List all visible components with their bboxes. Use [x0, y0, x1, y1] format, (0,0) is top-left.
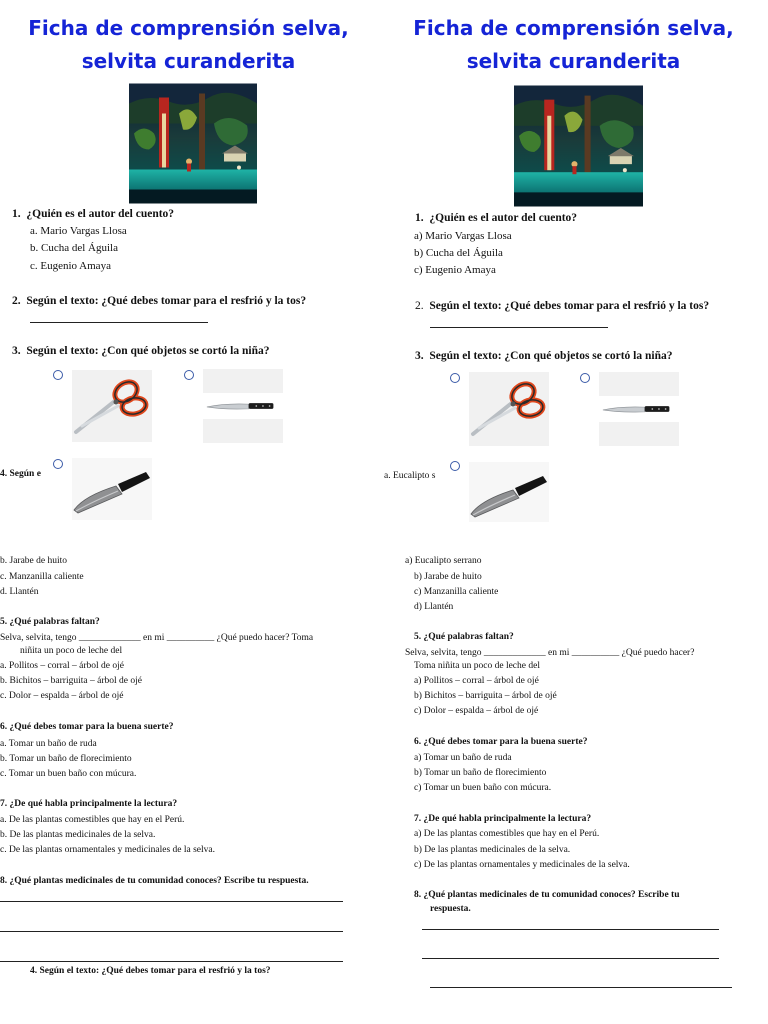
- left-q4-partial: 4. Según e: [0, 469, 41, 479]
- left-q4-option-b: b. Jarabe de huito: [0, 556, 68, 566]
- right-title: [401, 12, 746, 78]
- left-q5-title: 5. ¿Qué palabras faltan?: [0, 617, 100, 627]
- left-q5-option-a: a. Pollitos – corral – árbol de ojé: [0, 661, 124, 671]
- right-radio-knife[interactable]: [580, 373, 590, 383]
- left-radio-machete[interactable]: [53, 459, 63, 469]
- left-q1-text: ¿Quién es el autor del cuento?: [26, 208, 175, 220]
- left-radio-scissors[interactable]: [53, 370, 63, 380]
- left-q8-line-2[interactable]: [0, 931, 343, 932]
- right-q5-sentence2: Toma niñita un poco de leche del: [414, 661, 540, 671]
- right-title-line1: Ficha de comprensión selva,: [413, 16, 734, 40]
- right-q6-option-a: a) Tomar un baño de ruda: [414, 753, 512, 763]
- machete-icon: [72, 458, 152, 520]
- right-q1-text: ¿Quién es el autor del cuento?: [429, 212, 578, 224]
- right-q4-option-c: c) Manzanilla caliente: [414, 587, 499, 597]
- right-q1-option-c: c) Eugenio Amaya: [414, 264, 496, 276]
- left-q7-option-a: a. De las plantas comestibles que hay en el Perú.: [0, 815, 185, 825]
- right-q3-text: Según el texto: ¿Con qué objetos se cortó la niña?: [429, 350, 673, 362]
- left-knife-box: [203, 369, 283, 443]
- left-q3-num: 3.: [12, 345, 21, 357]
- left-q2-num: 2.: [12, 295, 21, 307]
- right-q5-option-c: c) Dolor – espalda – árbol de ojé: [414, 706, 539, 716]
- right-q6-title: 6. ¿Qué debes tomar para la buena suerte?: [414, 737, 588, 747]
- right-q8-title-2: respuesta.: [430, 904, 471, 914]
- left-q1-option-a: a. Mario Vargas Llosa: [30, 225, 127, 237]
- right-q4-option-d: d) Llantén: [414, 602, 454, 612]
- right-q8-line-2[interactable]: [422, 958, 719, 959]
- scissors-icon: [469, 372, 549, 446]
- right-q6-option-b: b) Tomar un baño de florecimiento: [414, 768, 547, 778]
- right-q2-text: Según el texto: ¿Qué debes tomar para el resfrió y la tos?: [429, 300, 710, 312]
- left-title-line1: Ficha de comprensión selva,: [28, 16, 349, 40]
- right-q5-title: 5. ¿Qué palabras faltan?: [414, 632, 514, 642]
- left-q1-option-c: c. Eugenio Amaya: [30, 260, 111, 272]
- left-q4-option-d: d. Llantén: [0, 587, 39, 597]
- left-q8-line-3[interactable]: [0, 961, 343, 962]
- left-q1-num: 1.: [12, 208, 21, 220]
- left-q2-answer-line[interactable]: [30, 322, 208, 323]
- left-q7-option-c: c. De las plantas ornamentales y medicinales de la selva.: [0, 845, 215, 855]
- left-scissors-box: [72, 370, 152, 442]
- right-q7-option-c: c) De las plantas ornamentales y medicinales de la selva.: [414, 860, 630, 870]
- right-q8-line-1[interactable]: [422, 929, 719, 930]
- left-q6-option-b: b. Tomar un baño de florecimiento: [0, 754, 132, 764]
- right-q7-title: 7. ¿De qué habla principalmente la lectura?: [414, 814, 592, 824]
- right-q7-option-b: b) De las plantas medicinales de la selva.: [414, 845, 571, 855]
- left-radio-knife[interactable]: [184, 370, 194, 380]
- right-q7-option-a: a) De las plantas comestibles que hay en el Perú.: [414, 829, 600, 839]
- left-title-line2: selvita curanderita: [81, 49, 296, 73]
- left-q8-title: 8. ¿Qué plantas medicinales de tu comunidad conoces? Escribe tu respuesta.: [0, 876, 309, 886]
- right-q5-option-a: a) Pollitos – corral – árbol de ojé: [414, 676, 539, 686]
- left-q3: [12, 345, 269, 357]
- right-q5-sentence: Selva, selvita, tengo _____________ en mi __________ ¿Qué puedo hacer?: [405, 648, 695, 658]
- left-q1: [12, 208, 174, 220]
- right-q4-partial: a. Eucalipto s: [384, 471, 436, 481]
- right-q8-line-3[interactable]: [430, 987, 732, 988]
- right-radio-machete[interactable]: [450, 461, 460, 471]
- left-footer-q4: 4. Según el texto: ¿Qué debes tomar para el resfrió y la tos?: [30, 966, 271, 976]
- left-q3-text: Según el texto: ¿Con qué objetos se cortó la niña?: [26, 345, 270, 357]
- right-q2-answer-line[interactable]: [430, 327, 608, 328]
- left-q5-option-b: b. Bichitos – barriguita – árbol de ojé: [0, 676, 142, 686]
- kitchen-knife-icon: [203, 369, 283, 443]
- left-q7-option-b: b. De las plantas medicinales de la selva.: [0, 830, 156, 840]
- right-q1-num: 1.: [415, 212, 424, 224]
- right-q4-option-a: a) Eucalipto serrano: [405, 556, 482, 566]
- scissors-icon: [72, 370, 152, 442]
- right-radio-scissors[interactable]: [450, 373, 460, 383]
- right-q1: [415, 212, 577, 224]
- right-q3-num: 3.: [415, 350, 424, 362]
- right-q5-option-b: b) Bichitos – barriguita – árbol de ojé: [414, 691, 557, 701]
- left-q6-option-c: c. Tomar un buen baño con múcura.: [0, 769, 137, 779]
- left-machete-box: [72, 458, 152, 520]
- left-q6-title: 6. ¿Qué debes tomar para la buena suerte?: [0, 722, 174, 732]
- right-machete-box: [469, 462, 549, 522]
- left-title: [16, 12, 361, 78]
- left-q2-text: Según el texto: ¿Qué debes tomar para el resfrió y la tos?: [26, 295, 307, 307]
- right-q3: [415, 350, 672, 362]
- left-q7-title: 7. ¿De qué habla principalmente la lectura?: [0, 799, 178, 809]
- right-q1-option-b: b) Cucha del Águila: [414, 247, 503, 259]
- left-q2: [12, 295, 306, 307]
- right-jungle-painting: [514, 83, 643, 209]
- right-q2: [415, 300, 709, 312]
- left-q5-option-c: c. Dolor – espalda – árbol de ojé: [0, 691, 124, 701]
- right-scissors-box: [469, 372, 549, 446]
- right-q6-option-c: c) Tomar un buen baño con múcura.: [414, 783, 552, 793]
- left-q8-line-1[interactable]: [0, 901, 343, 902]
- left-q1-option-b: b. Cucha del Águila: [30, 242, 118, 254]
- left-jungle-painting: [129, 83, 257, 204]
- left-q6-option-a: a. Tomar un baño de ruda: [0, 739, 97, 749]
- right-q8-title: 8. ¿Qué plantas medicinales de tu comunidad conoces? Escribe tu: [414, 890, 680, 900]
- left-q5-sentence2: niñita un poco de leche del: [20, 646, 123, 656]
- left-q4-option-c: c. Manzanilla caliente: [0, 572, 84, 582]
- right-knife-box: [599, 372, 679, 446]
- left-q5-sentence: Selva, selvita, tengo _____________ en mi __________ ¿Qué puedo hacer? Toma: [0, 633, 314, 643]
- right-q1-option-a: a) Mario Vargas Llosa: [414, 230, 512, 242]
- machete-icon: [469, 462, 549, 522]
- right-q4-option-b: b) Jarabe de huito: [414, 572, 482, 582]
- kitchen-knife-icon: [599, 372, 679, 446]
- right-title-line2: selvita curanderita: [466, 49, 681, 73]
- right-q2-num: 2.: [415, 300, 424, 312]
